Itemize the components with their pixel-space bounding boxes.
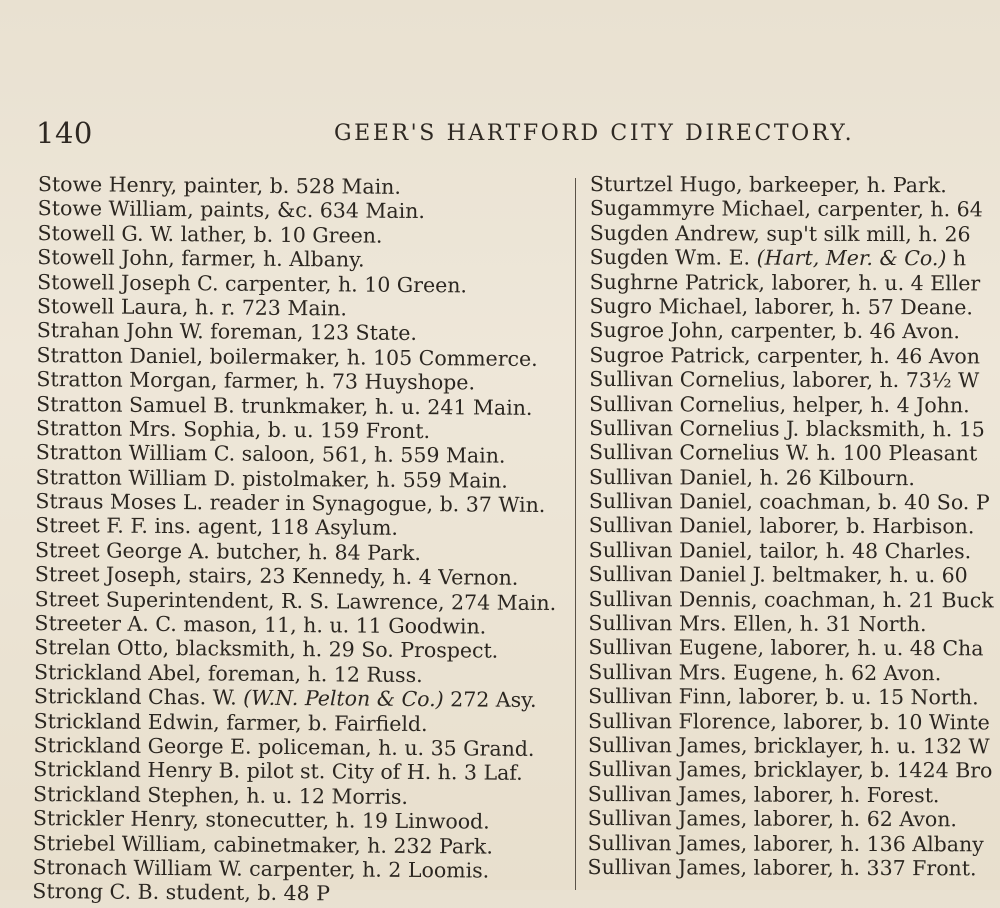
directory-entry: Sullivan Cornelius, helper, h. 4 John. xyxy=(589,391,970,417)
directory-entry: Sullivan Daniel, h. 26 Kilbourn. xyxy=(588,464,916,490)
directory-entry: Strickland Abel, foreman, h. 12 Russ. xyxy=(33,659,423,687)
directory-entry: Sullivan Florence, laborer, b. 10 Winte xyxy=(588,708,990,734)
directory-entry: Sullivan Eugene, laborer, h. u. 48 Cha xyxy=(588,635,984,661)
directory-entry: Stowe William, paints, &c. 634 Main. xyxy=(37,196,426,224)
directory-entry: Sullivan James, laborer, h. Forest. xyxy=(587,781,940,807)
directory-entry: Sullivan Finn, laborer, b. u. 15 North. xyxy=(588,684,979,710)
firm-name: (W.N. Pelton & Co.) xyxy=(243,685,444,712)
directory-entry: Stratton William C. saloon, 561, h. 559 Main. xyxy=(35,440,506,468)
directory-entry: Strickland Edwin, farmer, b. Fairfield. xyxy=(33,708,428,736)
page-number: 140 xyxy=(36,116,93,150)
directory-entry: Sullivan Mrs. Ellen, h. 31 North. xyxy=(588,611,927,637)
directory-entry: Sugden Andrew, sup't silk mill, h. 26 xyxy=(589,220,971,247)
directory-entry: Stratton Mrs. Sophia, b. u. 159 Front. xyxy=(35,415,431,443)
directory-entry: Sullivan Daniel J. beltmaker, h. u. 60 xyxy=(588,562,968,588)
directory-entry: Sullivan Mrs. Eugene, h. 62 Avon. xyxy=(588,659,942,686)
directory-entry: Sugro Michael, laborer, h. 57 Deane. xyxy=(589,293,974,320)
right-column xyxy=(588,172,1000,881)
left-column xyxy=(32,172,566,908)
directory-entry: Streeter A. C. mason, 11, h. u. 11 Goodwin. xyxy=(34,611,487,639)
directory-entry: Stratton Samuel B. trunkmaker, h. u. 241 Main. xyxy=(36,391,533,420)
directory-entry: Sullivan Dennis, coachman, h. 21 Buck xyxy=(588,586,994,613)
column-divider xyxy=(575,178,576,890)
directory-entry: Sullivan Cornelius J. blacksmith, h. 15 xyxy=(589,415,985,442)
directory-entry: Sugroe Patrick, carpenter, h. 46 Avon xyxy=(589,342,981,369)
directory-entry: Stratton Daniel, boilermaker, h. 105 Commerce. xyxy=(36,342,538,371)
directory-entry: Sugden Wm. E. (Hart, Mer. & Co.) h xyxy=(589,245,967,271)
directory-entry: Strickland George E. policeman, h. u. 35 Grand. xyxy=(33,732,535,761)
directory-entry: Sullivan Cornelius, laborer, h. 73½ W xyxy=(589,367,980,393)
directory-entry: Sullivan Daniel, coachman, b. 40 So. P xyxy=(588,489,990,515)
directory-entry: Striebel William, cabinetmaker, h. 232 Park. xyxy=(32,830,494,859)
directory-entry: Sullivan Daniel, tailor, h. 48 Charles. xyxy=(588,537,972,564)
firm-name: (Hart, Mer. & Co.) xyxy=(756,245,947,271)
directory-entry: Strickler Henry, stonecutter, h. 19 Linwood. xyxy=(32,806,490,834)
directory-entry: Sugroe John, carpenter, b. 46 Avon. xyxy=(589,318,960,344)
directory-entry: Street George A. butcher, h. 84 Park. xyxy=(34,537,422,565)
directory-entry: Stowell G. W. lather, b. 10 Green. xyxy=(37,220,383,248)
directory-entry: Strahan John W. foreman, 123 State. xyxy=(36,318,418,346)
directory-entry: Sullivan James, laborer, h. 337 Front. xyxy=(587,854,977,881)
running-title: GEER'S HARTFORD CITY DIRECTORY. xyxy=(334,121,855,146)
directory-entry: Street Joseph, stairs, 23 Kennedy, h. 4 Vernon. xyxy=(34,562,519,591)
directory-entry: Sullivan Cornelius W. h. 100 Pleasant xyxy=(588,440,978,466)
directory-entry: Sullivan James, laborer, h. 136 Albany xyxy=(587,830,984,856)
directory-entry: Stowell Laura, h. r. 723 Main. xyxy=(36,293,348,321)
directory-entry: Sullivan Daniel, laborer, b. Harbison. xyxy=(588,513,975,539)
directory-entry: Strickland Henry B. pilot st. City of H. h. 3 Laf. xyxy=(33,757,523,786)
directory-entry: Sullivan James, bricklayer, b. 1424 Bro xyxy=(587,757,993,783)
directory-entry: Stronach William W. carpenter, h. 2 Loomis. xyxy=(32,854,490,883)
directory-entry: Strickland Stephen, h. u. 12 Morris. xyxy=(33,781,409,809)
directory-entry: Sughrne Patrick, laborer, h. u. 4 Eller xyxy=(589,269,981,295)
directory-entry: Strelan Otto, blacksmith, h. 29 So. Prospect. xyxy=(34,635,499,664)
directory-entry: Sugammyre Michael, carpenter, h. 64 xyxy=(589,196,983,222)
directory-entry: Strickland Chas. W. (W.N. Pelton & Co.) 272 Asy. xyxy=(33,684,537,713)
directory-entry: Street F. F. ins. agent, 118 Asylum. xyxy=(35,513,399,541)
directory-entry: Strong C. B. student, b. 48 P xyxy=(32,879,331,906)
directory-entry: Stratton William D. pistolmaker, h. 559 Main. xyxy=(35,464,508,493)
directory-entry: Stowe Henry, painter, b. 528 Main. xyxy=(37,172,402,199)
directory-entry: Sturtzel Hugo, barkeeper, h. Park. xyxy=(589,172,947,198)
directory-entry: Straus Moses L. reader in Synagogue, b. 37 Win. xyxy=(35,489,546,518)
directory-entry: Stratton Morgan, farmer, h. 73 Huyshope. xyxy=(36,367,476,395)
directory-entry: Stowell John, farmer, h. Albany. xyxy=(37,245,365,272)
directory-entry: Sullivan James, laborer, h. 62 Avon. xyxy=(587,806,958,832)
directory-entry: Street Superintendent, R. S. Lawrence, 274 Main. xyxy=(34,586,557,615)
directory-entry: Stowell Joseph C. carpenter, h. 10 Green. xyxy=(37,269,468,297)
directory-entry: Sullivan James, bricklayer, h. u. 132 W xyxy=(587,732,990,759)
